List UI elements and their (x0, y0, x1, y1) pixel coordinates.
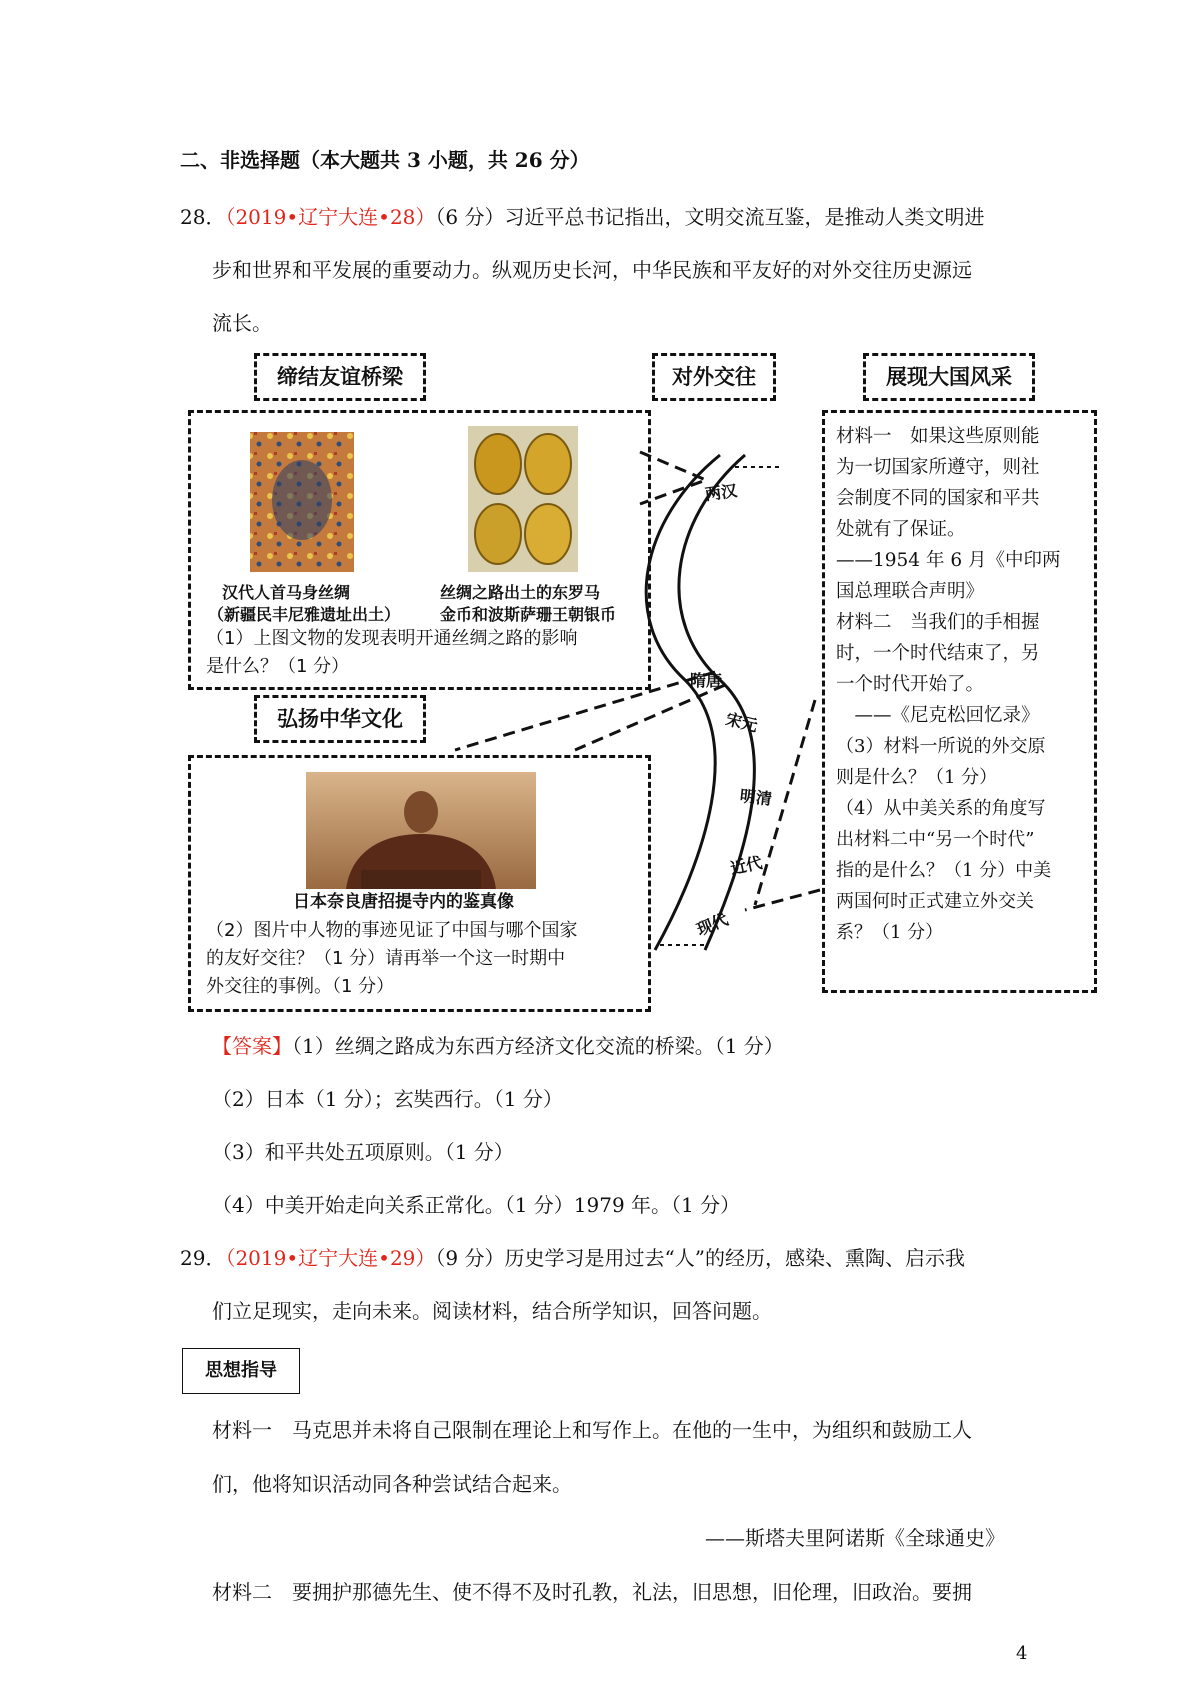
material-line: 为一切国家所遵守，则社 (836, 457, 1040, 478)
answer-1: （1）丝绸之路成为东西方经济文化交流的桥梁。（1 分） (292, 1034, 784, 1058)
material-line: 国总理联合声明》 (836, 581, 985, 602)
material-line: 材料二 当我们的手相握 (836, 612, 1040, 633)
question-2-line2: 的友好交往？（1 分）请再举一个这一时期中 (206, 948, 566, 969)
q29-points: （9 分） (435, 1246, 505, 1270)
q29-material1-line2: 们，他将知识活动同各种尝试结合起来。 (212, 1472, 572, 1496)
answer-line-4: （4）中美开始走向关系正常化。（1 分）1979 年。（1 分） (212, 1193, 741, 1217)
q28-points: （6 分） (435, 205, 505, 229)
label-great-power: 展现大国风采 (863, 353, 1035, 401)
material-line: （4）从中美关系的角度写 (836, 798, 1046, 819)
monk-caption: 日本奈良唐招提寺内的鉴真像 (293, 892, 514, 912)
thought-guidance-box: 思想指导 (182, 1348, 300, 1394)
q29-text-1: 历史学习是用过去“人”的经历，感染、熏陶、启示我 (504, 1246, 965, 1270)
connector-right (745, 890, 820, 910)
q29-material1-source: ——斯塔夫里阿诺斯《全球通史》 (705, 1526, 1005, 1550)
question-1-line2: 是什么？（1 分） (206, 656, 350, 677)
silk-caption-2: （新疆民丰尼雅遗址出土） (208, 605, 401, 624)
material-line: 系？（1 分） (836, 922, 944, 943)
label-culture: 弘扬中华文化 (254, 695, 426, 743)
material-line: 会制度不同的国家和平共 (836, 488, 1040, 509)
coins-image (468, 426, 578, 572)
connector-middle-left-2 (575, 685, 725, 750)
question-2-line1: （2）图片中人物的事迹见证了中国与哪个国家 (206, 920, 578, 941)
answer-line-2: （2）日本（1 分）；玄奘西行。（1 分） (212, 1087, 563, 1111)
material-line: 时，一个时代结束了，另 (836, 643, 1040, 664)
q29-source: （2019•辽宁大连•29） (225, 1246, 436, 1270)
q28-source: （2019•辽宁大连•28） (225, 205, 436, 229)
material-line: 两国何时正式建立外交关 (836, 891, 1034, 912)
material-line: 材料一 如果这些原则能 (836, 426, 1040, 447)
question-2-line3: 外交往的事例。（1 分） (206, 976, 395, 997)
question-1-line1: （1）上图文物的发现表明开通丝绸之路的影响 (206, 628, 578, 649)
label-friendship: 缔结友谊桥梁 (254, 353, 426, 401)
label-foreign-exchange: 对外交往 (652, 353, 776, 401)
section-heading: 二、非选择题（本大题共 3 小题，共 26 分） (180, 148, 590, 172)
coin-caption-2: 金币和波斯萨珊王朝银币 (440, 605, 617, 624)
material-line: ——1954 年 6 月《中印两 (836, 550, 1061, 571)
q29-material1-line1: 材料一 马克思并未将自己限制在理论上和写作上。在他的一生中，为组织和鼓励工人 (212, 1418, 972, 1442)
silk-caption-1: 汉代人首马身丝绸 (222, 583, 351, 602)
page-number: 4 (1016, 1643, 1028, 1664)
material-line: 处就有了保证。 (836, 519, 966, 540)
answer-line-3: （3）和平共处五项原则。（1 分） (212, 1140, 514, 1164)
q29-line2: 们立足现实，走向未来。阅读材料，结合所学知识，回答问题。 (212, 1299, 772, 1323)
answer-line-1 (212, 1032, 784, 1060)
era-label: 现代 (693, 909, 731, 940)
q28-number: 28． (180, 205, 226, 229)
q29-material2-line1: 材料二 要拥护那德先生、使不得不及时孔教，礼法，旧思想，旧伦理，旧政治。要拥 (212, 1580, 972, 1604)
material-line: 则是什么？（1 分） (836, 767, 998, 788)
q28-line3: 流长。 (212, 311, 272, 335)
era-label: 近代 (728, 852, 764, 879)
material-line: 出材料二中“另一个时代” (836, 829, 1035, 850)
era-label: 两汉 (703, 480, 739, 505)
coin-caption-1: 丝绸之路出土的东罗马 (440, 583, 601, 602)
q28-text-1: 习近平总书记指出，文明交流互鉴，是推动人类文明进 (504, 205, 985, 229)
q28-line2: 步和世界和平发展的重要动力。纵观历史长河，中华民族和平友好的对外交往历史源远 (212, 258, 972, 282)
material-line: 一个时代开始了。 (836, 674, 985, 695)
jianzhen-statue-image (306, 772, 536, 889)
era-label: 宋元 (723, 709, 760, 736)
era-label: 隋唐 (690, 671, 723, 690)
era-label: 明清 (738, 786, 773, 809)
material-line: ——《尼克松回忆录》 (836, 705, 1040, 726)
q29-number: 29． (180, 1246, 226, 1270)
answer-tag: 【答案】 (212, 1034, 292, 1058)
q29-line1 (180, 1244, 965, 1272)
material-line: （3）材料一所说的外交原 (836, 736, 1046, 757)
silk-artifact-image (244, 430, 358, 574)
material-line: 指的是什么？（1 分）中美 (836, 860, 1052, 881)
